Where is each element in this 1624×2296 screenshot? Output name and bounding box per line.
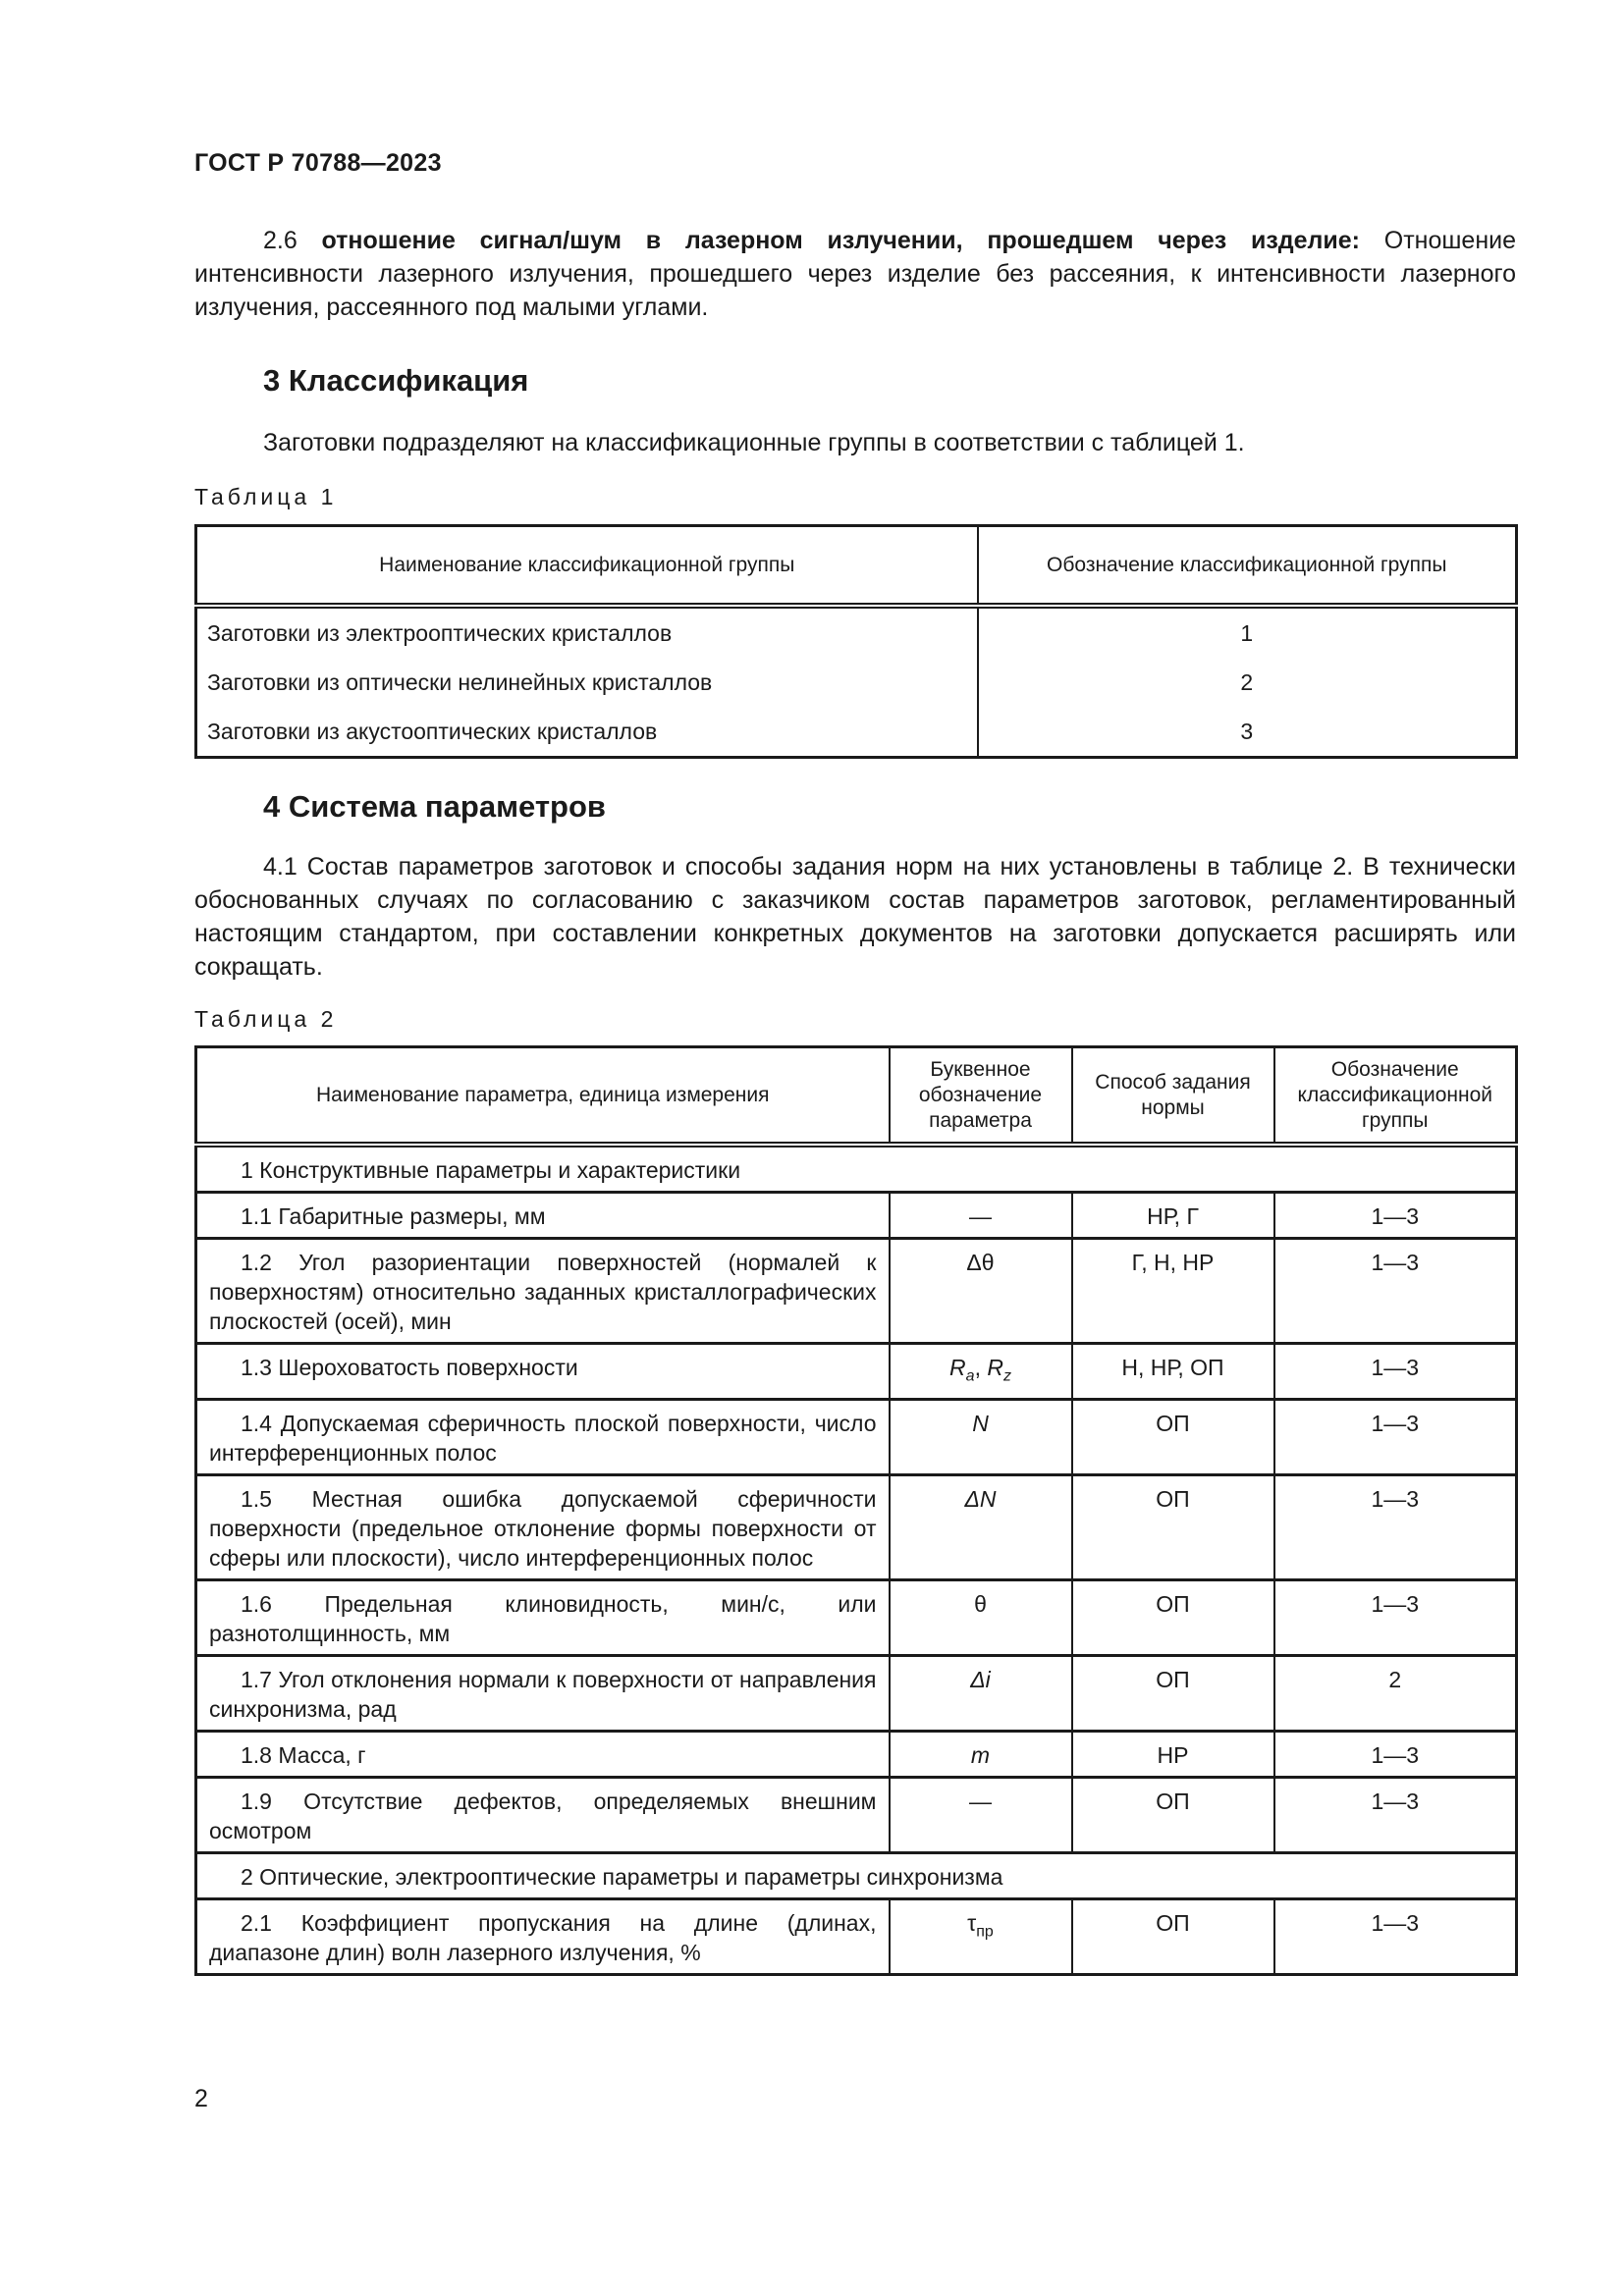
group-code: 1—3 xyxy=(1274,1731,1517,1777)
table-row xyxy=(196,1655,1517,1731)
section-3-heading: 3 Классификация xyxy=(263,363,529,398)
norm-method: Г, Н, НР xyxy=(1072,1239,1274,1344)
table-row xyxy=(196,1579,1517,1655)
page-number: 2 xyxy=(194,2085,208,2112)
group-code: 1—3 xyxy=(1274,1579,1517,1655)
section-3-text xyxy=(194,426,1516,459)
parameter-name: 1.2 Угол разориентации поверхностей (нормалей к поверхностям) относительно заданных кристаллографических плоскостей (осей), мин xyxy=(196,1239,890,1344)
group-name: Заготовки из акустооптических кристаллов xyxy=(196,707,978,758)
group-code: 1—3 xyxy=(1274,1399,1517,1474)
clause-2-6 xyxy=(194,224,1516,324)
parameter-name: 1.5 Местная ошибка допускаемой сферичности поверхности (предельное отклонение формы поверхности от сферы или плоскости), число интерференционных полос xyxy=(196,1474,890,1579)
parameter-symbol: N xyxy=(890,1399,1072,1474)
group-title: 1 Конструктивные параметры и характеристики xyxy=(196,1145,1517,1193)
parameter-name: 1.6 Предельная клиновидность, мин/с, или разнотолщинность, мм xyxy=(196,1579,890,1655)
section-3-text-content: Заготовки подразделяют на классификационные группы в соответствии с таблицей 1. xyxy=(263,429,1245,456)
table-row xyxy=(196,1399,1517,1474)
group-code: 1 xyxy=(978,606,1517,658)
group-code: 1—3 xyxy=(1274,1898,1517,1974)
parameter-symbol: — xyxy=(890,1777,1072,1852)
clause-definition: Отношение интенсивности лазерного излучения, прошедшего через изделие без рассеяния, к интенсивности лазерного излучения, рассеянного под малыми углами. xyxy=(194,227,1516,321)
table-1-caption: Таблица 1 xyxy=(194,484,338,509)
group-code: 3 xyxy=(978,707,1517,758)
table-2-caption: Таблица 2 xyxy=(194,1006,338,1032)
table-1 xyxy=(194,524,1518,759)
group-code: 1—3 xyxy=(1274,1777,1517,1852)
parameter-symbol: — xyxy=(890,1193,1072,1239)
norm-method: ОП xyxy=(1072,1399,1274,1474)
table-2-header-name: Наименование параметра, единица измерения xyxy=(196,1047,890,1146)
group-code: 2 xyxy=(978,658,1517,707)
table-2-header-symbol: Буквенное обозначение параметра xyxy=(890,1047,1072,1146)
section-4-text-content: 4.1 Состав параметров заготовок и способы задания норм на них установлены в таблице 2. В технически обоснованных случаях по согласованию с заказчиком состав параметров заготовок, регламентированный настоящим стандартом, при составлении конкретных документов на заготовки допускается расширять или сокращать. xyxy=(194,853,1516,981)
parameter-symbol: Δi xyxy=(890,1655,1072,1731)
group-row xyxy=(196,1852,1517,1898)
clause-number: 2.6 xyxy=(263,227,298,254)
table-row xyxy=(196,658,1517,707)
section-4-text xyxy=(194,850,1516,984)
table-row xyxy=(196,1731,1517,1777)
table-1-header-name: Наименование классификационной группы xyxy=(196,526,978,607)
group-name: Заготовки из электрооптических кристаллов xyxy=(196,606,978,658)
parameter-name: 1.9 Отсутствие дефектов, определяемых внешним осмотром xyxy=(196,1777,890,1852)
table-row xyxy=(196,1193,1517,1239)
parameter-name: 1.4 Допускаемая сферичность плоской поверхности, число интерференционных полос xyxy=(196,1399,890,1474)
table-row xyxy=(196,1344,1517,1400)
parameter-symbol: θ xyxy=(890,1579,1072,1655)
norm-method: НР, Г xyxy=(1072,1193,1274,1239)
group-code: 1—3 xyxy=(1274,1193,1517,1239)
group-code: 1—3 xyxy=(1274,1474,1517,1579)
group-name: Заготовки из оптически нелинейных кристаллов xyxy=(196,658,978,707)
norm-method: ОП xyxy=(1072,1579,1274,1655)
table-1-header-code: Обозначение классификационной группы xyxy=(978,526,1517,607)
group-title: 2 Оптические, электрооптические параметры и параметры синхронизма xyxy=(196,1852,1517,1898)
table-2 xyxy=(194,1045,1518,1976)
group-code: 1—3 xyxy=(1274,1344,1517,1400)
norm-method: ОП xyxy=(1072,1655,1274,1731)
clause-term: отношение сигнал/шум в лазерном излучении, прошедшем через изделие: xyxy=(321,227,1361,254)
group-code: 1—3 xyxy=(1274,1239,1517,1344)
norm-method: ОП xyxy=(1072,1474,1274,1579)
parameter-symbol: m xyxy=(890,1731,1072,1777)
parameter-symbol: $\tau_{пр}$ xyxy=(890,1898,1072,1974)
table-row xyxy=(196,707,1517,758)
parameter-name: 1.8 Масса, г xyxy=(196,1731,890,1777)
table-2-header-group: Обозначение классификационной группы xyxy=(1274,1047,1517,1146)
norm-method: НР xyxy=(1072,1731,1274,1777)
norm-method: Н, НР, ОП xyxy=(1072,1344,1274,1400)
parameter-name: 1.7 Угол отклонения нормали к поверхности от направления синхронизма, рад xyxy=(196,1655,890,1731)
table-row xyxy=(196,1239,1517,1344)
norm-method: ОП xyxy=(1072,1898,1274,1974)
parameter-symbol: ΔN xyxy=(890,1474,1072,1579)
document-id-header: ГОСТ Р 70788—2023 xyxy=(194,149,442,177)
group-code: 2 xyxy=(1274,1655,1517,1731)
parameter-name: 1.3 Шероховатость поверхности xyxy=(196,1344,890,1400)
section-4-heading: 4 Система параметров xyxy=(263,789,606,824)
table-row xyxy=(196,1898,1517,1974)
parameter-symbol: Δθ xyxy=(890,1239,1072,1344)
group-row xyxy=(196,1145,1517,1193)
table-2-header-method: Способ задания нормы xyxy=(1072,1047,1274,1146)
parameter-symbol: $R_a$, $R_z$ xyxy=(890,1344,1072,1400)
table-row xyxy=(196,606,1517,658)
parameter-name: 1.1 Габаритные размеры, мм xyxy=(196,1193,890,1239)
table-row xyxy=(196,1777,1517,1852)
norm-method: ОП xyxy=(1072,1777,1274,1852)
parameter-name: 2.1 Коэффициент пропускания на длине (длинах, диапазоне длин) волн лазерного излучения, % xyxy=(196,1898,890,1974)
table-row xyxy=(196,1474,1517,1579)
